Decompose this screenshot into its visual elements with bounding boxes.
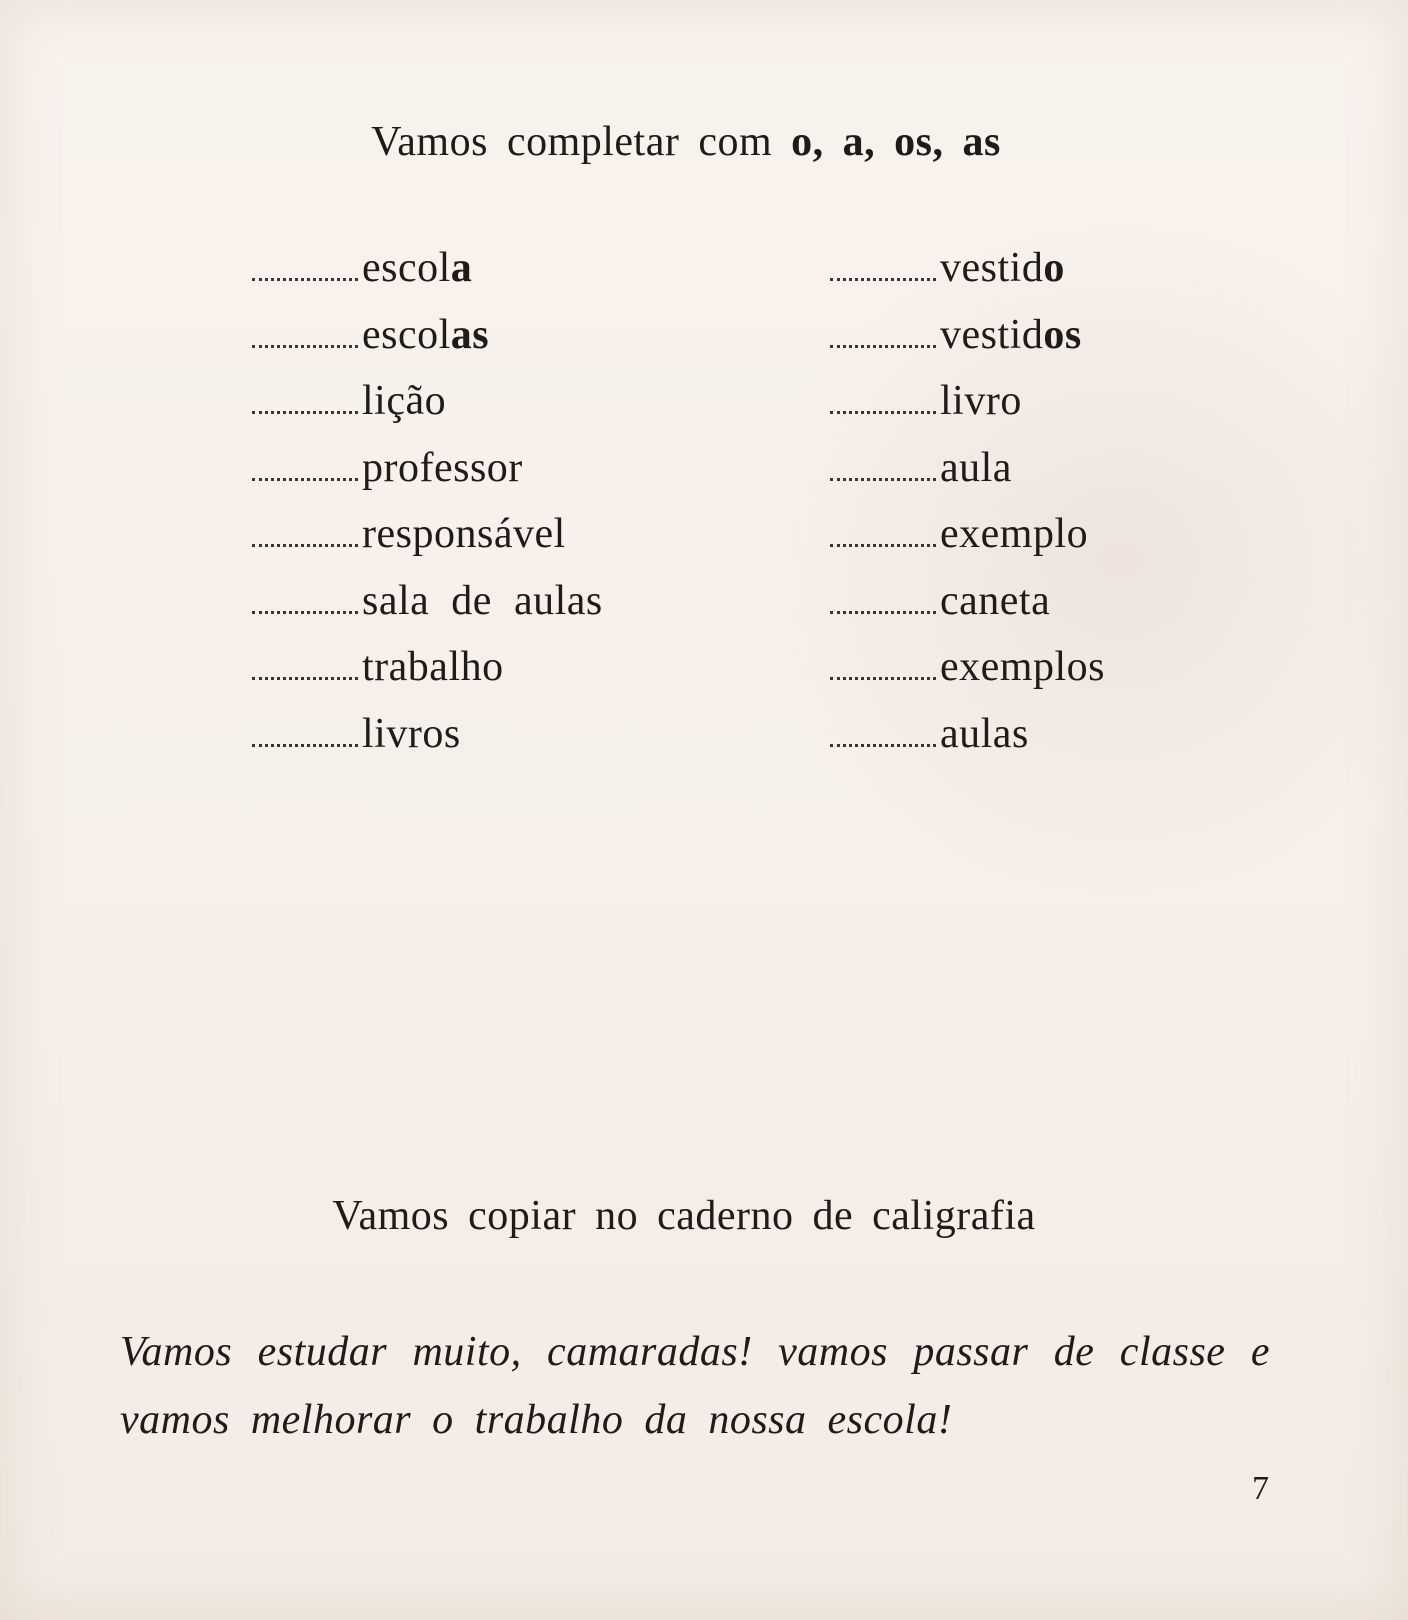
copy-passage: Vamos estudar muito, camaradas! vamos passar de classe e vamos melhorar o trabalho da nossa escola! — [120, 1329, 1270, 1443]
blank-dotted-line[interactable] — [252, 274, 358, 281]
blank-dotted-line[interactable] — [252, 740, 358, 747]
word-stem: escol — [362, 311, 451, 358]
blank-dotted-line[interactable] — [252, 474, 358, 481]
word — [940, 643, 1105, 691]
page-number: 7 — [1252, 1470, 1269, 1507]
word-stem: professor — [362, 444, 523, 491]
blank-dotted-line[interactable] — [830, 673, 936, 680]
fill-in-row — [252, 444, 603, 511]
word-stem: responsável — [362, 511, 566, 557]
word — [362, 710, 461, 758]
word — [940, 377, 1022, 425]
word — [362, 510, 566, 558]
fill-in-row — [252, 311, 603, 378]
fill-in-row — [252, 244, 603, 311]
exercise-heading-complete — [0, 118, 1390, 166]
fill-in-row — [830, 577, 1105, 644]
word-list-right — [830, 244, 1105, 776]
blank-dotted-line[interactable] — [830, 274, 936, 281]
word-stem: vestid — [940, 311, 1044, 358]
word-stem: exemplos — [940, 644, 1105, 690]
word — [940, 510, 1088, 558]
word — [362, 577, 603, 625]
word-stem: escol — [362, 245, 451, 291]
word-list-left — [252, 244, 603, 776]
word — [940, 311, 1082, 359]
blank-dotted-line[interactable] — [830, 341, 936, 348]
fill-in-row — [830, 510, 1105, 577]
word — [362, 643, 504, 691]
word-stem: trabalho — [362, 644, 504, 690]
word-ending: as — [450, 311, 490, 358]
fill-in-row — [830, 710, 1105, 777]
fill-in-row — [830, 444, 1105, 511]
blank-dotted-line[interactable] — [830, 407, 936, 414]
fill-in-row — [252, 377, 603, 444]
word — [362, 311, 489, 359]
fill-in-row — [252, 577, 603, 644]
fill-in-row — [252, 510, 603, 577]
blank-dotted-line[interactable] — [830, 540, 936, 547]
blank-dotted-line[interactable] — [830, 740, 936, 747]
blank-dotted-line[interactable] — [252, 673, 358, 680]
blank-dotted-line[interactable] — [252, 540, 358, 547]
blank-dotted-line[interactable] — [830, 607, 936, 614]
word — [940, 710, 1029, 758]
blank-dotted-line[interactable] — [252, 341, 358, 348]
word-stem: caneta — [940, 577, 1051, 624]
fill-in-row — [830, 377, 1105, 444]
fill-in-row — [830, 643, 1105, 710]
word-ending: a — [450, 245, 473, 291]
fill-in-row — [252, 710, 603, 777]
exercise-heading-copy: Vamos copiar no caderno de caligrafia — [332, 1193, 1036, 1239]
fill-in-row — [830, 244, 1105, 311]
word-ending: os — [1043, 311, 1082, 358]
word-stem: livro — [940, 378, 1022, 424]
word — [362, 244, 472, 292]
word-ending: o — [1043, 245, 1065, 291]
word — [362, 377, 446, 425]
blank-dotted-line[interactable] — [252, 607, 358, 614]
word-stem: livros — [362, 710, 461, 757]
fill-in-row — [830, 311, 1105, 378]
fill-in-row — [252, 643, 603, 710]
heading-articles: o, a, os, as — [791, 119, 1001, 165]
word — [940, 244, 1065, 292]
word-stem: aulas — [940, 710, 1029, 757]
word — [940, 577, 1050, 625]
word-stem: aula — [940, 444, 1012, 491]
word-stem: exemplo — [940, 511, 1089, 557]
word — [362, 444, 523, 492]
heading-text: Vamos completar com — [371, 119, 773, 165]
word-stem: lição — [362, 378, 447, 424]
word — [940, 444, 1012, 492]
word-stem: sala de aulas — [362, 577, 603, 624]
word-stem: vestid — [940, 245, 1044, 291]
blank-dotted-line[interactable] — [830, 474, 936, 481]
blank-dotted-line[interactable] — [252, 407, 358, 414]
